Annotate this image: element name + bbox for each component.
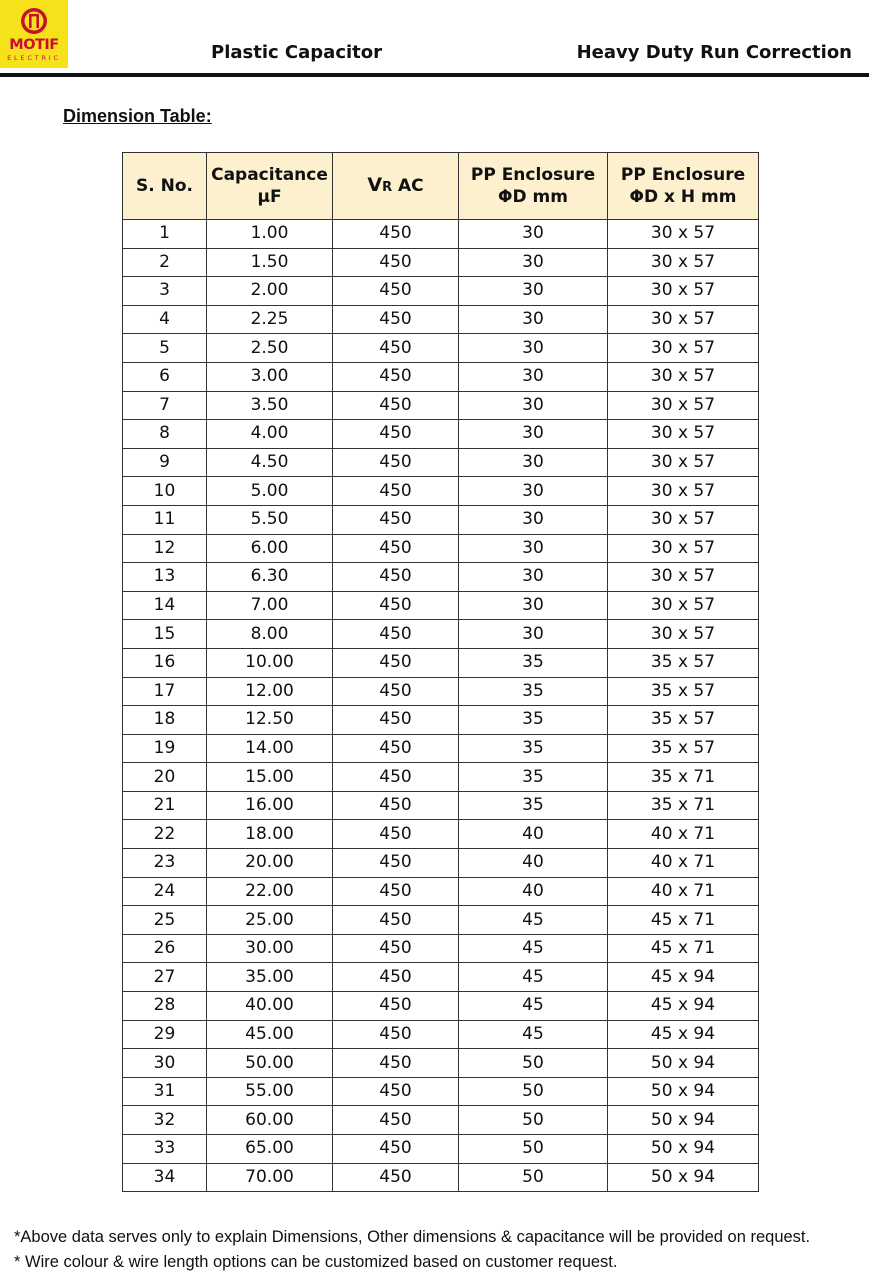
- cell-diameter-height: 50 x 94: [608, 1077, 759, 1106]
- cell-sno: 27: [123, 963, 207, 992]
- cell-diameter-height: 30 x 57: [608, 277, 759, 306]
- cell-capacitance: 55.00: [207, 1077, 333, 1106]
- cell-voltage: 450: [333, 477, 459, 506]
- cell-diameter: 30: [459, 620, 608, 649]
- table-row: [123, 1020, 759, 1049]
- table-row: [123, 505, 759, 534]
- cell-diameter-height: 45 x 94: [608, 1020, 759, 1049]
- cell-sno: 5: [123, 334, 207, 363]
- cell-diameter-height: 40 x 71: [608, 877, 759, 906]
- table-row: [123, 277, 759, 306]
- cell-capacitance: 2.00: [207, 277, 333, 306]
- cell-sno: 4: [123, 305, 207, 334]
- cell-sno: 22: [123, 820, 207, 849]
- table-row: [123, 1163, 759, 1192]
- cell-sno: 23: [123, 849, 207, 878]
- cell-sno: 25: [123, 906, 207, 935]
- cell-diameter: 35: [459, 763, 608, 792]
- cell-diameter-height: 30 x 57: [608, 305, 759, 334]
- cell-sno: 3: [123, 277, 207, 306]
- header-sno: S. No.: [123, 153, 207, 220]
- cell-capacitance: 4.00: [207, 420, 333, 449]
- logo-emblem-icon: [0, 0, 68, 40]
- cell-sno: 20: [123, 763, 207, 792]
- cell-diameter-height: 30 x 57: [608, 563, 759, 592]
- cell-diameter: 30: [459, 563, 608, 592]
- cell-capacitance: 3.00: [207, 362, 333, 391]
- cell-voltage: 450: [333, 362, 459, 391]
- cell-capacitance: 7.00: [207, 591, 333, 620]
- cell-diameter-height: 30 x 57: [608, 334, 759, 363]
- cell-sno: 2: [123, 248, 207, 277]
- cell-voltage: 450: [333, 448, 459, 477]
- cell-diameter: 30: [459, 477, 608, 506]
- table-row: [123, 820, 759, 849]
- cell-capacitance: 60.00: [207, 1106, 333, 1135]
- table-row: [123, 477, 759, 506]
- cell-diameter-height: 30 x 57: [608, 420, 759, 449]
- cell-diameter-height: 40 x 71: [608, 820, 759, 849]
- cell-capacitance: 5.50: [207, 505, 333, 534]
- cell-diameter: 30: [459, 505, 608, 534]
- cell-sno: 16: [123, 648, 207, 677]
- cell-capacitance: 1.50: [207, 248, 333, 277]
- document-subtitle: Heavy Duty Run Correction: [576, 42, 852, 63]
- cell-diameter: 30: [459, 334, 608, 363]
- cell-voltage: 450: [333, 1163, 459, 1192]
- cell-diameter-height: 35 x 71: [608, 763, 759, 792]
- cell-voltage: 450: [333, 1020, 459, 1049]
- table-row: [123, 1135, 759, 1164]
- cell-diameter: 50: [459, 1135, 608, 1164]
- cell-capacitance: 14.00: [207, 734, 333, 763]
- cell-voltage: 450: [333, 1135, 459, 1164]
- cell-voltage: 450: [333, 334, 459, 363]
- cell-voltage: 450: [333, 563, 459, 592]
- header-divider: [0, 73, 869, 77]
- cell-diameter: 30: [459, 220, 608, 249]
- cell-sno: 15: [123, 620, 207, 649]
- cell-sno: 17: [123, 677, 207, 706]
- cell-capacitance: 30.00: [207, 934, 333, 963]
- cell-voltage: 450: [333, 420, 459, 449]
- cell-sno: 1: [123, 220, 207, 249]
- cell-voltage: 450: [333, 734, 459, 763]
- cell-diameter-height: 45 x 71: [608, 934, 759, 963]
- cell-voltage: 450: [333, 220, 459, 249]
- table-row: [123, 248, 759, 277]
- table-row: [123, 706, 759, 735]
- cell-sno: 8: [123, 420, 207, 449]
- cell-diameter: 30: [459, 277, 608, 306]
- cell-voltage: 450: [333, 849, 459, 878]
- cell-sno: 12: [123, 534, 207, 563]
- cell-voltage: 450: [333, 534, 459, 563]
- cell-diameter: 45: [459, 906, 608, 935]
- cell-diameter-height: 30 x 57: [608, 248, 759, 277]
- cell-diameter: 40: [459, 849, 608, 878]
- cell-capacitance: 45.00: [207, 1020, 333, 1049]
- table-row: [123, 791, 759, 820]
- cell-diameter-height: 30 x 57: [608, 620, 759, 649]
- cell-capacitance: 70.00: [207, 1163, 333, 1192]
- cell-voltage: 450: [333, 906, 459, 935]
- table-row: [123, 620, 759, 649]
- table-row: [123, 992, 759, 1021]
- dimension-table: [122, 152, 759, 1192]
- cell-diameter-height: 45 x 94: [608, 963, 759, 992]
- header-diameter-height: PP Enclosure ΦD x H mm: [608, 153, 759, 220]
- table-row: [123, 734, 759, 763]
- cell-voltage: 450: [333, 391, 459, 420]
- cell-sno: 10: [123, 477, 207, 506]
- cell-diameter: 30: [459, 534, 608, 563]
- header-rated-voltage: VR AC: [333, 153, 459, 220]
- cell-sno: 34: [123, 1163, 207, 1192]
- cell-diameter: 40: [459, 877, 608, 906]
- table-row: [123, 591, 759, 620]
- cell-capacitance: 12.50: [207, 706, 333, 735]
- cell-sno: 21: [123, 791, 207, 820]
- table-row: [123, 1077, 759, 1106]
- cell-voltage: 450: [333, 305, 459, 334]
- table-row: [123, 906, 759, 935]
- table-row: [123, 763, 759, 792]
- cell-diameter-height: 50 x 94: [608, 1163, 759, 1192]
- cell-diameter: 35: [459, 677, 608, 706]
- cell-sno: 11: [123, 505, 207, 534]
- cell-diameter-height: 30 x 57: [608, 477, 759, 506]
- table-row: [123, 677, 759, 706]
- cell-sno: 24: [123, 877, 207, 906]
- cell-diameter: 50: [459, 1106, 608, 1135]
- cell-diameter-height: 50 x 94: [608, 1049, 759, 1078]
- cell-diameter: 30: [459, 362, 608, 391]
- cell-capacitance: 18.00: [207, 820, 333, 849]
- cell-sno: 13: [123, 563, 207, 592]
- table-row: [123, 534, 759, 563]
- cell-sno: 19: [123, 734, 207, 763]
- cell-diameter-height: 50 x 94: [608, 1106, 759, 1135]
- cell-voltage: 450: [333, 648, 459, 677]
- cell-diameter: 50: [459, 1049, 608, 1078]
- cell-sno: 31: [123, 1077, 207, 1106]
- cell-diameter-height: 45 x 94: [608, 992, 759, 1021]
- cell-sno: 9: [123, 448, 207, 477]
- cell-capacitance: 1.00: [207, 220, 333, 249]
- table-row: [123, 1049, 759, 1078]
- cell-capacitance: 20.00: [207, 849, 333, 878]
- cell-capacitance: 8.00: [207, 620, 333, 649]
- cell-voltage: 450: [333, 934, 459, 963]
- cell-voltage: 450: [333, 620, 459, 649]
- cell-diameter: 30: [459, 448, 608, 477]
- cell-sno: 18: [123, 706, 207, 735]
- cell-voltage: 450: [333, 820, 459, 849]
- footnote-dimensions: *Above data serves only to explain Dimensions, Other dimensions & capacitance will be provided on request.: [14, 1228, 811, 1246]
- cell-voltage: 450: [333, 877, 459, 906]
- cell-voltage: 450: [333, 1049, 459, 1078]
- cell-diameter: 35: [459, 706, 608, 735]
- table-row: [123, 420, 759, 449]
- header-capacitance: Capacitance μF: [207, 153, 333, 220]
- table-row: [123, 563, 759, 592]
- cell-sno: 7: [123, 391, 207, 420]
- cell-diameter: 30: [459, 591, 608, 620]
- cell-diameter-height: 30 x 57: [608, 220, 759, 249]
- cell-diameter-height: 35 x 71: [608, 791, 759, 820]
- cell-voltage: 450: [333, 677, 459, 706]
- cell-diameter-height: 30 x 57: [608, 362, 759, 391]
- cell-sno: 33: [123, 1135, 207, 1164]
- table-header-row: [123, 153, 759, 220]
- cell-diameter-height: 35 x 57: [608, 677, 759, 706]
- logo-brand-text: MOTIF: [9, 37, 59, 53]
- cell-diameter-height: 45 x 71: [608, 906, 759, 935]
- cell-diameter-height: 30 x 57: [608, 448, 759, 477]
- cell-diameter: 45: [459, 934, 608, 963]
- cell-diameter-height: 50 x 94: [608, 1135, 759, 1164]
- cell-diameter-height: 35 x 57: [608, 648, 759, 677]
- table-row: [123, 305, 759, 334]
- cell-voltage: 450: [333, 505, 459, 534]
- table-row: [123, 448, 759, 477]
- table-row: [123, 391, 759, 420]
- cell-diameter: 50: [459, 1077, 608, 1106]
- cell-diameter: 30: [459, 391, 608, 420]
- cell-capacitance: 16.00: [207, 791, 333, 820]
- cell-diameter: 30: [459, 305, 608, 334]
- cell-voltage: 450: [333, 1106, 459, 1135]
- cell-capacitance: 2.25: [207, 305, 333, 334]
- cell-sno: 26: [123, 934, 207, 963]
- cell-sno: 29: [123, 1020, 207, 1049]
- cell-voltage: 450: [333, 791, 459, 820]
- cell-voltage: 450: [333, 706, 459, 735]
- cell-diameter-height: 40 x 71: [608, 849, 759, 878]
- cell-diameter: 30: [459, 420, 608, 449]
- document-title: Plastic Capacitor: [211, 42, 383, 63]
- cell-capacitance: 10.00: [207, 648, 333, 677]
- cell-capacitance: 6.00: [207, 534, 333, 563]
- cell-diameter-height: 30 x 57: [608, 534, 759, 563]
- cell-capacitance: 15.00: [207, 763, 333, 792]
- cell-capacitance: 65.00: [207, 1135, 333, 1164]
- cell-capacitance: 5.00: [207, 477, 333, 506]
- cell-diameter: 30: [459, 248, 608, 277]
- cell-capacitance: 4.50: [207, 448, 333, 477]
- cell-capacitance: 3.50: [207, 391, 333, 420]
- cell-capacitance: 6.30: [207, 563, 333, 592]
- cell-voltage: 450: [333, 963, 459, 992]
- table-row: [123, 877, 759, 906]
- table-row: [123, 1106, 759, 1135]
- cell-diameter-height: 35 x 57: [608, 706, 759, 735]
- cell-diameter: 40: [459, 820, 608, 849]
- cell-capacitance: 50.00: [207, 1049, 333, 1078]
- cell-capacitance: 40.00: [207, 992, 333, 1021]
- cell-diameter: 50: [459, 1163, 608, 1192]
- section-heading: Dimension Table:: [63, 106, 212, 126]
- company-logo: [0, 0, 68, 68]
- cell-sno: 28: [123, 992, 207, 1021]
- cell-diameter: 45: [459, 992, 608, 1021]
- cell-diameter: 45: [459, 963, 608, 992]
- cell-voltage: 450: [333, 1077, 459, 1106]
- logo-sub-text: ELECTRIC: [7, 54, 61, 62]
- cell-voltage: 450: [333, 992, 459, 1021]
- cell-diameter-height: 30 x 57: [608, 591, 759, 620]
- cell-capacitance: 12.00: [207, 677, 333, 706]
- cell-diameter-height: 35 x 57: [608, 734, 759, 763]
- cell-voltage: 450: [333, 248, 459, 277]
- cell-sno: 30: [123, 1049, 207, 1078]
- cell-capacitance: 35.00: [207, 963, 333, 992]
- cell-diameter-height: 30 x 57: [608, 391, 759, 420]
- header-diameter: PP Enclosure ΦD mm: [459, 153, 608, 220]
- footnote-wire-options: * Wire colour & wire length options can be customized based on customer request.: [14, 1253, 618, 1271]
- cell-voltage: 450: [333, 591, 459, 620]
- cell-diameter: 35: [459, 734, 608, 763]
- table-row: [123, 934, 759, 963]
- table-row: [123, 963, 759, 992]
- cell-diameter: 45: [459, 1020, 608, 1049]
- cell-diameter-height: 30 x 57: [608, 505, 759, 534]
- table-row: [123, 648, 759, 677]
- cell-capacitance: 22.00: [207, 877, 333, 906]
- cell-diameter: 35: [459, 791, 608, 820]
- cell-capacitance: 2.50: [207, 334, 333, 363]
- cell-sno: 14: [123, 591, 207, 620]
- cell-diameter: 35: [459, 648, 608, 677]
- cell-capacitance: 25.00: [207, 906, 333, 935]
- table-row: [123, 849, 759, 878]
- table-row: [123, 220, 759, 249]
- table-row: [123, 334, 759, 363]
- cell-sno: 6: [123, 362, 207, 391]
- cell-sno: 32: [123, 1106, 207, 1135]
- table-row: [123, 362, 759, 391]
- cell-voltage: 450: [333, 763, 459, 792]
- cell-voltage: 450: [333, 277, 459, 306]
